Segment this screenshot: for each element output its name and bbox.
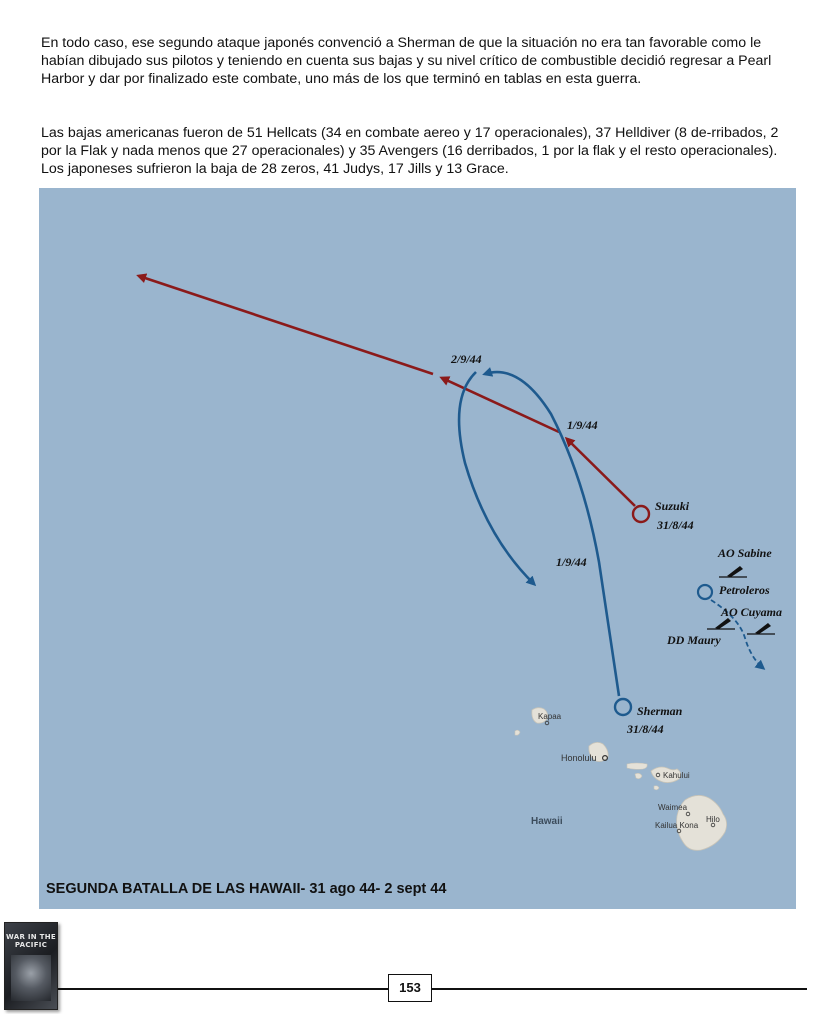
place-kailua-kona: Kailua Kona (655, 821, 699, 830)
sunk-ship-icon-sabine (719, 566, 747, 577)
petroleros-position-marker (698, 585, 712, 599)
american-track-north (485, 372, 619, 696)
island-niihau (515, 730, 520, 735)
paragraph-losses: Las bajas americanas fueron de 51 Hellcats (34 en combate aereo y 17 operacionales), 37 Helldiver (8 de-rribados, 2 por la Flak y nada menos que 27 operacionales) y 35 Avengers (16 derribados, 1 por la flak y el resto operacionales). Los japoneses sufrieron la baja de 28 zeros, 41 Judys, 17 Jills y 13 Grace. (41, 125, 779, 177)
island-lanai (635, 773, 642, 778)
island-molokai (627, 763, 647, 769)
place-kapaa: Kapaa (538, 712, 562, 721)
label-petroleros: Petroleros (719, 583, 770, 597)
place-honolulu: Honolulu (561, 753, 597, 763)
footer-divider (58, 988, 807, 990)
paragraph-intro: En todo caso, ese segundo ataque japonés convenció a Sherman de que la situación no era tan favorable como le habían dibujado sus pilotos y teniendo en cuenta sus bajas y su nivel crítico de combustible decidió regresar a Pearl Harbor y dar por finalizado este combate, uno más de los que terminó en tablas en esta guerra. (41, 35, 772, 87)
japanese-track-leg-3 (139, 276, 433, 374)
map-graphic (39, 188, 796, 909)
label-dd-maury: DD Maury (667, 633, 721, 647)
label-us-date-1: 1/9/44 (556, 555, 587, 569)
label-sherman-date: 31/8/44 (627, 722, 664, 736)
american-track (459, 372, 763, 715)
place-hawaii: Hawaii (531, 816, 563, 827)
suzuki-position-marker (633, 506, 649, 522)
place-kahului: Kahului (663, 771, 690, 780)
sunk-ship-icon-cuyama (747, 623, 775, 634)
island-kahoolawe (654, 786, 659, 790)
label-suzuki-date: 31/8/44 (657, 518, 694, 532)
label-jp-date-2: 2/9/44 (451, 352, 482, 366)
label-jp-date-1: 1/9/44 (567, 418, 598, 432)
place-waimea: Waimea (658, 803, 688, 812)
book-cover-thumbnail (4, 922, 58, 1010)
label-ao-sabine: AO Sabine (718, 546, 772, 560)
label-ao-cuyama: AO Cuyama (721, 605, 783, 619)
battle-map (39, 188, 796, 909)
book-cover-title: WAR IN THE PACIFIC (6, 933, 56, 949)
sunk-ship-icon-maury (707, 618, 735, 629)
book-cover-art (11, 955, 51, 1001)
page-number: 153 (388, 974, 432, 1002)
label-sherman: Sherman (637, 704, 683, 718)
sherman-position-marker (615, 699, 631, 715)
map-title: SEGUNDA BATALLA DE LAS HAWAII- 31 ago 44- 2 sept 44 (46, 881, 447, 897)
japanese-track (139, 276, 649, 522)
label-suzuki: Suzuki (655, 499, 690, 513)
place-hilo: Hilo (706, 815, 720, 824)
